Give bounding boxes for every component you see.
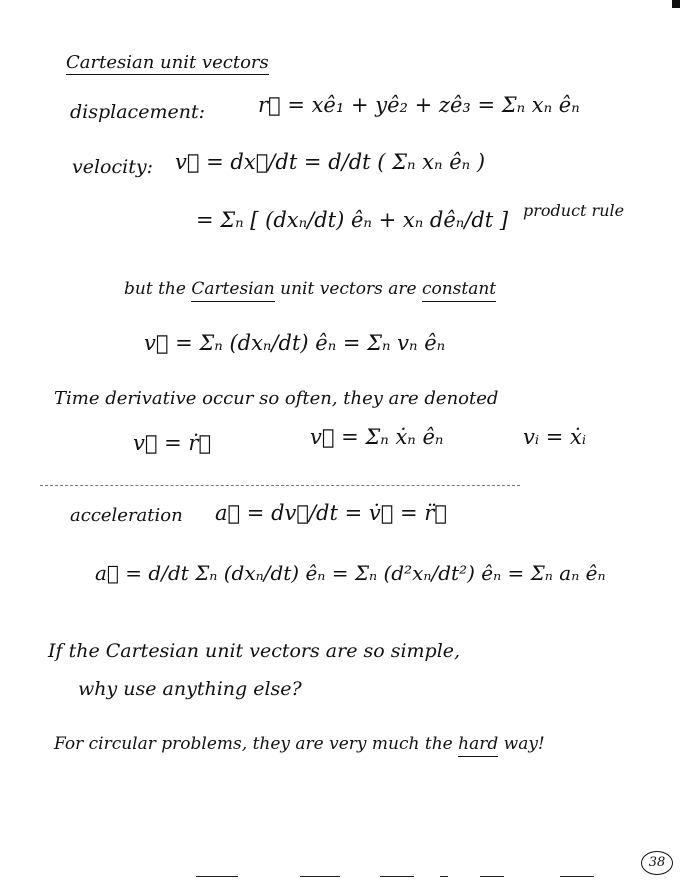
dot-notation-r: v⃗ = ṙ⃗ bbox=[133, 431, 212, 455]
velocity-expansion: = Σₙ [ (dxₙ/dt) êₙ + xₙ dêₙ/dt ] bbox=[196, 208, 509, 232]
final-suffix: way! bbox=[503, 734, 545, 754]
footer-rule bbox=[480, 876, 504, 877]
section-title: Cartesian unit vectors bbox=[66, 52, 269, 73]
question-line-2: why use anything else? bbox=[78, 678, 302, 700]
displacement-equation: r⃗ = xê₁ + yê₂ + zê₃ = Σₙ xₙ êₙ bbox=[258, 93, 580, 117]
velocity-label: velocity: bbox=[72, 156, 153, 178]
acceleration-expansion: a⃗ = d/dt Σₙ (dxₙ/dt) êₙ = Σₙ (d²xₙ/dt²) êₙ = Σₙ aₙ êₙ bbox=[95, 561, 606, 585]
final-prefix: For circular problems, they are very much the bbox=[54, 734, 453, 754]
footer-rule bbox=[380, 876, 414, 877]
dashed-divider bbox=[40, 485, 520, 486]
final-underlined: hard bbox=[458, 734, 498, 757]
constant-note-middle: unit vectors are bbox=[280, 279, 417, 299]
dot-notation-sum: v⃗ = Σₙ ẋₙ êₙ bbox=[310, 425, 444, 449]
constant-note-underlined: Cartesian bbox=[191, 279, 274, 302]
page-number: 38 bbox=[641, 851, 673, 875]
final-statement bbox=[54, 736, 545, 753]
acceleration-equation: a⃗ = dv⃗/dt = v̇⃗ = r̈⃗ bbox=[215, 501, 447, 525]
corner-mark bbox=[672, 0, 680, 8]
displacement-label: displacement: bbox=[70, 101, 205, 123]
velocity-result: v⃗ = Σₙ (dxₙ/dt) êₙ = Σₙ vₙ êₙ bbox=[144, 331, 446, 355]
footer-rule bbox=[440, 876, 448, 877]
time-derivative-note: Time derivative occur so often, they are denoted bbox=[54, 388, 499, 409]
acceleration-label: acceleration bbox=[70, 505, 183, 526]
velocity-equation: v⃗ = dx⃗/dt = d/dt ( Σₙ xₙ êₙ ) bbox=[175, 150, 486, 174]
question-line-1: If the Cartesian unit vectors are so simple, bbox=[48, 640, 461, 662]
constant-note-emphasis: constant bbox=[422, 279, 496, 302]
footer-rule bbox=[196, 876, 238, 877]
product-rule-annotation: product rule bbox=[523, 201, 625, 220]
constant-note bbox=[124, 281, 496, 298]
footer-rule bbox=[560, 876, 594, 877]
constant-note-prefix: but the bbox=[124, 279, 186, 299]
footer-rule bbox=[300, 876, 340, 877]
dot-notation-component: vᵢ = ẋᵢ bbox=[523, 425, 587, 449]
